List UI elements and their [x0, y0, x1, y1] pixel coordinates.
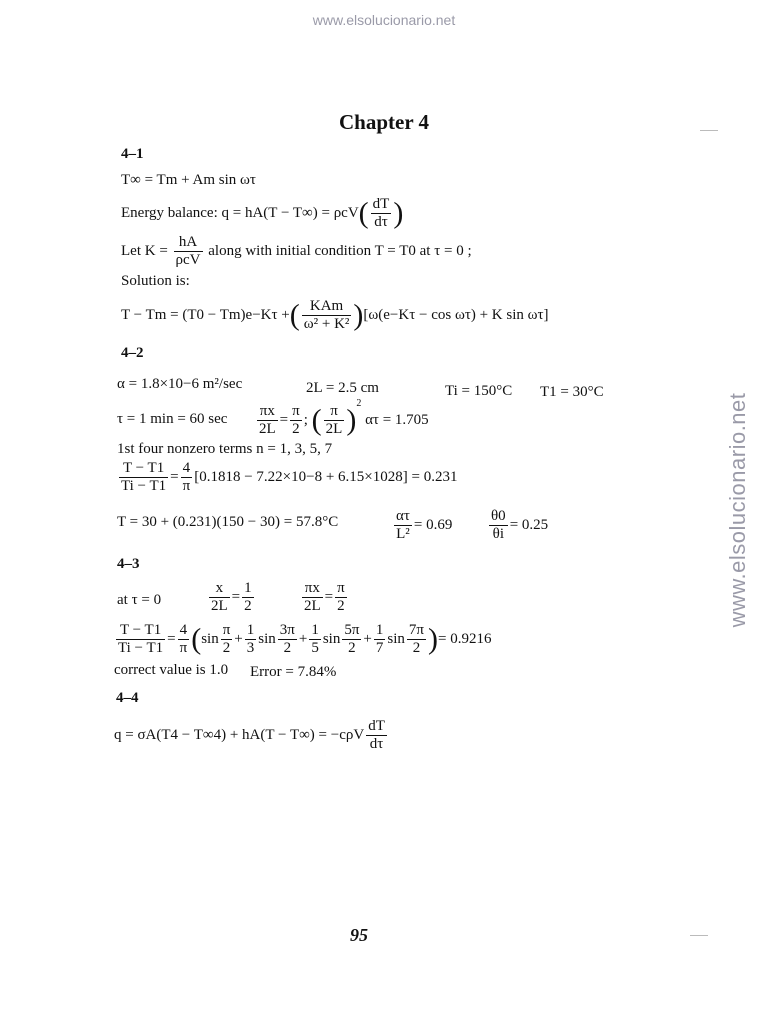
correct-value: correct value is 1.0	[114, 662, 229, 678]
series-value: [0.1818 − 7.22×10−8 + 6.15×1028] = 0.231	[194, 468, 458, 485]
alpha-tau-result: ατ = 1.705	[365, 412, 429, 428]
series-equation: $\frac{T - T1}{Ti - T1}$ = $\frac{4}{\pi}$ [0.1818 − 7.22×10−8 + 6.15×1028] = 0.231	[121, 460, 458, 494]
series-sum-equation: $\frac{T - T1}{Ti - T1}$ = $\frac{4}{\pi}$ (sin $\frac{\pi}{2}$ + $\frac{1}{3}$ sin $\frac{3\pi}{2}$ + $\frac{1}{5}$ sin $\frac{5\pi}{2}$ + $\frac{1}{7}$ sin $\frac{7\pi}{2}$ )= 0.9216	[118, 622, 492, 656]
error-value: Error = 7.84%	[250, 664, 337, 680]
k-fraction: $\frac{hA}{\text{ρcV}}$	[175, 234, 201, 268]
pix-ratio: $\frac{\pi x}{2L}$ = $\frac{\pi}{2}$	[304, 580, 345, 614]
solution-lhs: T − Tm = (T0 − Tm)e−Kτ +	[121, 306, 290, 323]
equation-ambient: T∞ = Tm + Am sin ωτ	[121, 172, 256, 188]
nonzero-terms: 1st four nonzero terms n = 1, 3, 5, 7	[117, 441, 333, 457]
initial-condition-text: along with initial condition T = T0 at τ = 0 ;	[208, 242, 472, 259]
alpha-value: α = 1.8×10−6 m²/sec	[117, 376, 243, 392]
problem-label-4-4: 4–4	[116, 690, 139, 706]
energy-balance-line: Energy balance: q = hA(T − T∞) = ρcV( $\frac{dT}{d\tau}$ )	[121, 196, 404, 230]
x-ratio: $\frac{x}{2L}$ = $\frac{1}{2}$	[211, 580, 252, 614]
chapter-title: Chapter 4	[338, 110, 430, 134]
page-number: 95	[350, 925, 368, 945]
at-tau-zero: at τ = 0	[117, 592, 162, 608]
problem-label-4-2: 4–2	[121, 345, 144, 361]
problem-label-4-3: 4–3	[117, 556, 140, 572]
energy-balance-lhs: q = hA(T − T∞) = ρcV	[221, 204, 359, 221]
tau-value: τ = 1 min = 60 sec	[117, 411, 228, 427]
dT-dtau-fraction: $\frac{dT}{d\tau}$	[372, 196, 390, 230]
fluid-temp: T1 = 30°C	[540, 384, 604, 400]
series-sum-result: = 0.9216	[437, 630, 492, 647]
margin-mark	[690, 935, 708, 936]
energy-balance-label: Energy balance:	[121, 204, 218, 221]
thickness-value: 2L = 2.5 cm	[306, 380, 379, 396]
fourier-number: $\frac{\alpha\tau}{\text{L²}}$ = 0.69	[396, 508, 453, 542]
problem-label-4-1: 4–1	[121, 146, 144, 162]
solution-fraction: $\frac{\text{KAm}}{\text{ω² + K²}}$	[303, 298, 350, 332]
watermark-top[interactable]: www.elsolucionario.net	[312, 12, 456, 28]
let-k-text: Let K =	[121, 242, 168, 259]
radiation-equation: q = σA(T4 − T∞4) + hA(T − T∞) = −cρV $\frac{dT}{d\tau}$	[114, 718, 385, 752]
solution-equation: T − Tm = (T0 − Tm)e−Kτ +( $\frac{\text{KAm}}{\text{ω² + K²}}$ )[ω(e−Kτ − cos ωτ) + K sin ωτ]	[121, 298, 549, 332]
solution-label: Solution is:	[121, 273, 190, 289]
radiation-lhs: q = σA(T4 − T∞4) + hA(T − T∞) = −cρV	[114, 726, 365, 743]
theta-ratio: $\frac{\theta 0}{\theta i}$ = 0.25	[491, 508, 549, 542]
temperature-result: T = 30 + (0.231)(150 − 30) = 57.8°C	[117, 514, 339, 530]
initial-temp: Ti = 150°C	[445, 383, 513, 399]
let-k-line	[121, 234, 472, 269]
solution-rhs: [ω(e−Kτ − cos ωτ) + K sin ωτ]	[363, 306, 549, 323]
watermark-side[interactable]: www.elsolucionario.net	[725, 392, 750, 628]
pix-equation: $\frac{\pi x}{2L}$ = $\frac{\pi}{2}$ ; ( $\frac{\pi}{2L}$ )$^2$ ατ = 1.705	[259, 398, 429, 438]
